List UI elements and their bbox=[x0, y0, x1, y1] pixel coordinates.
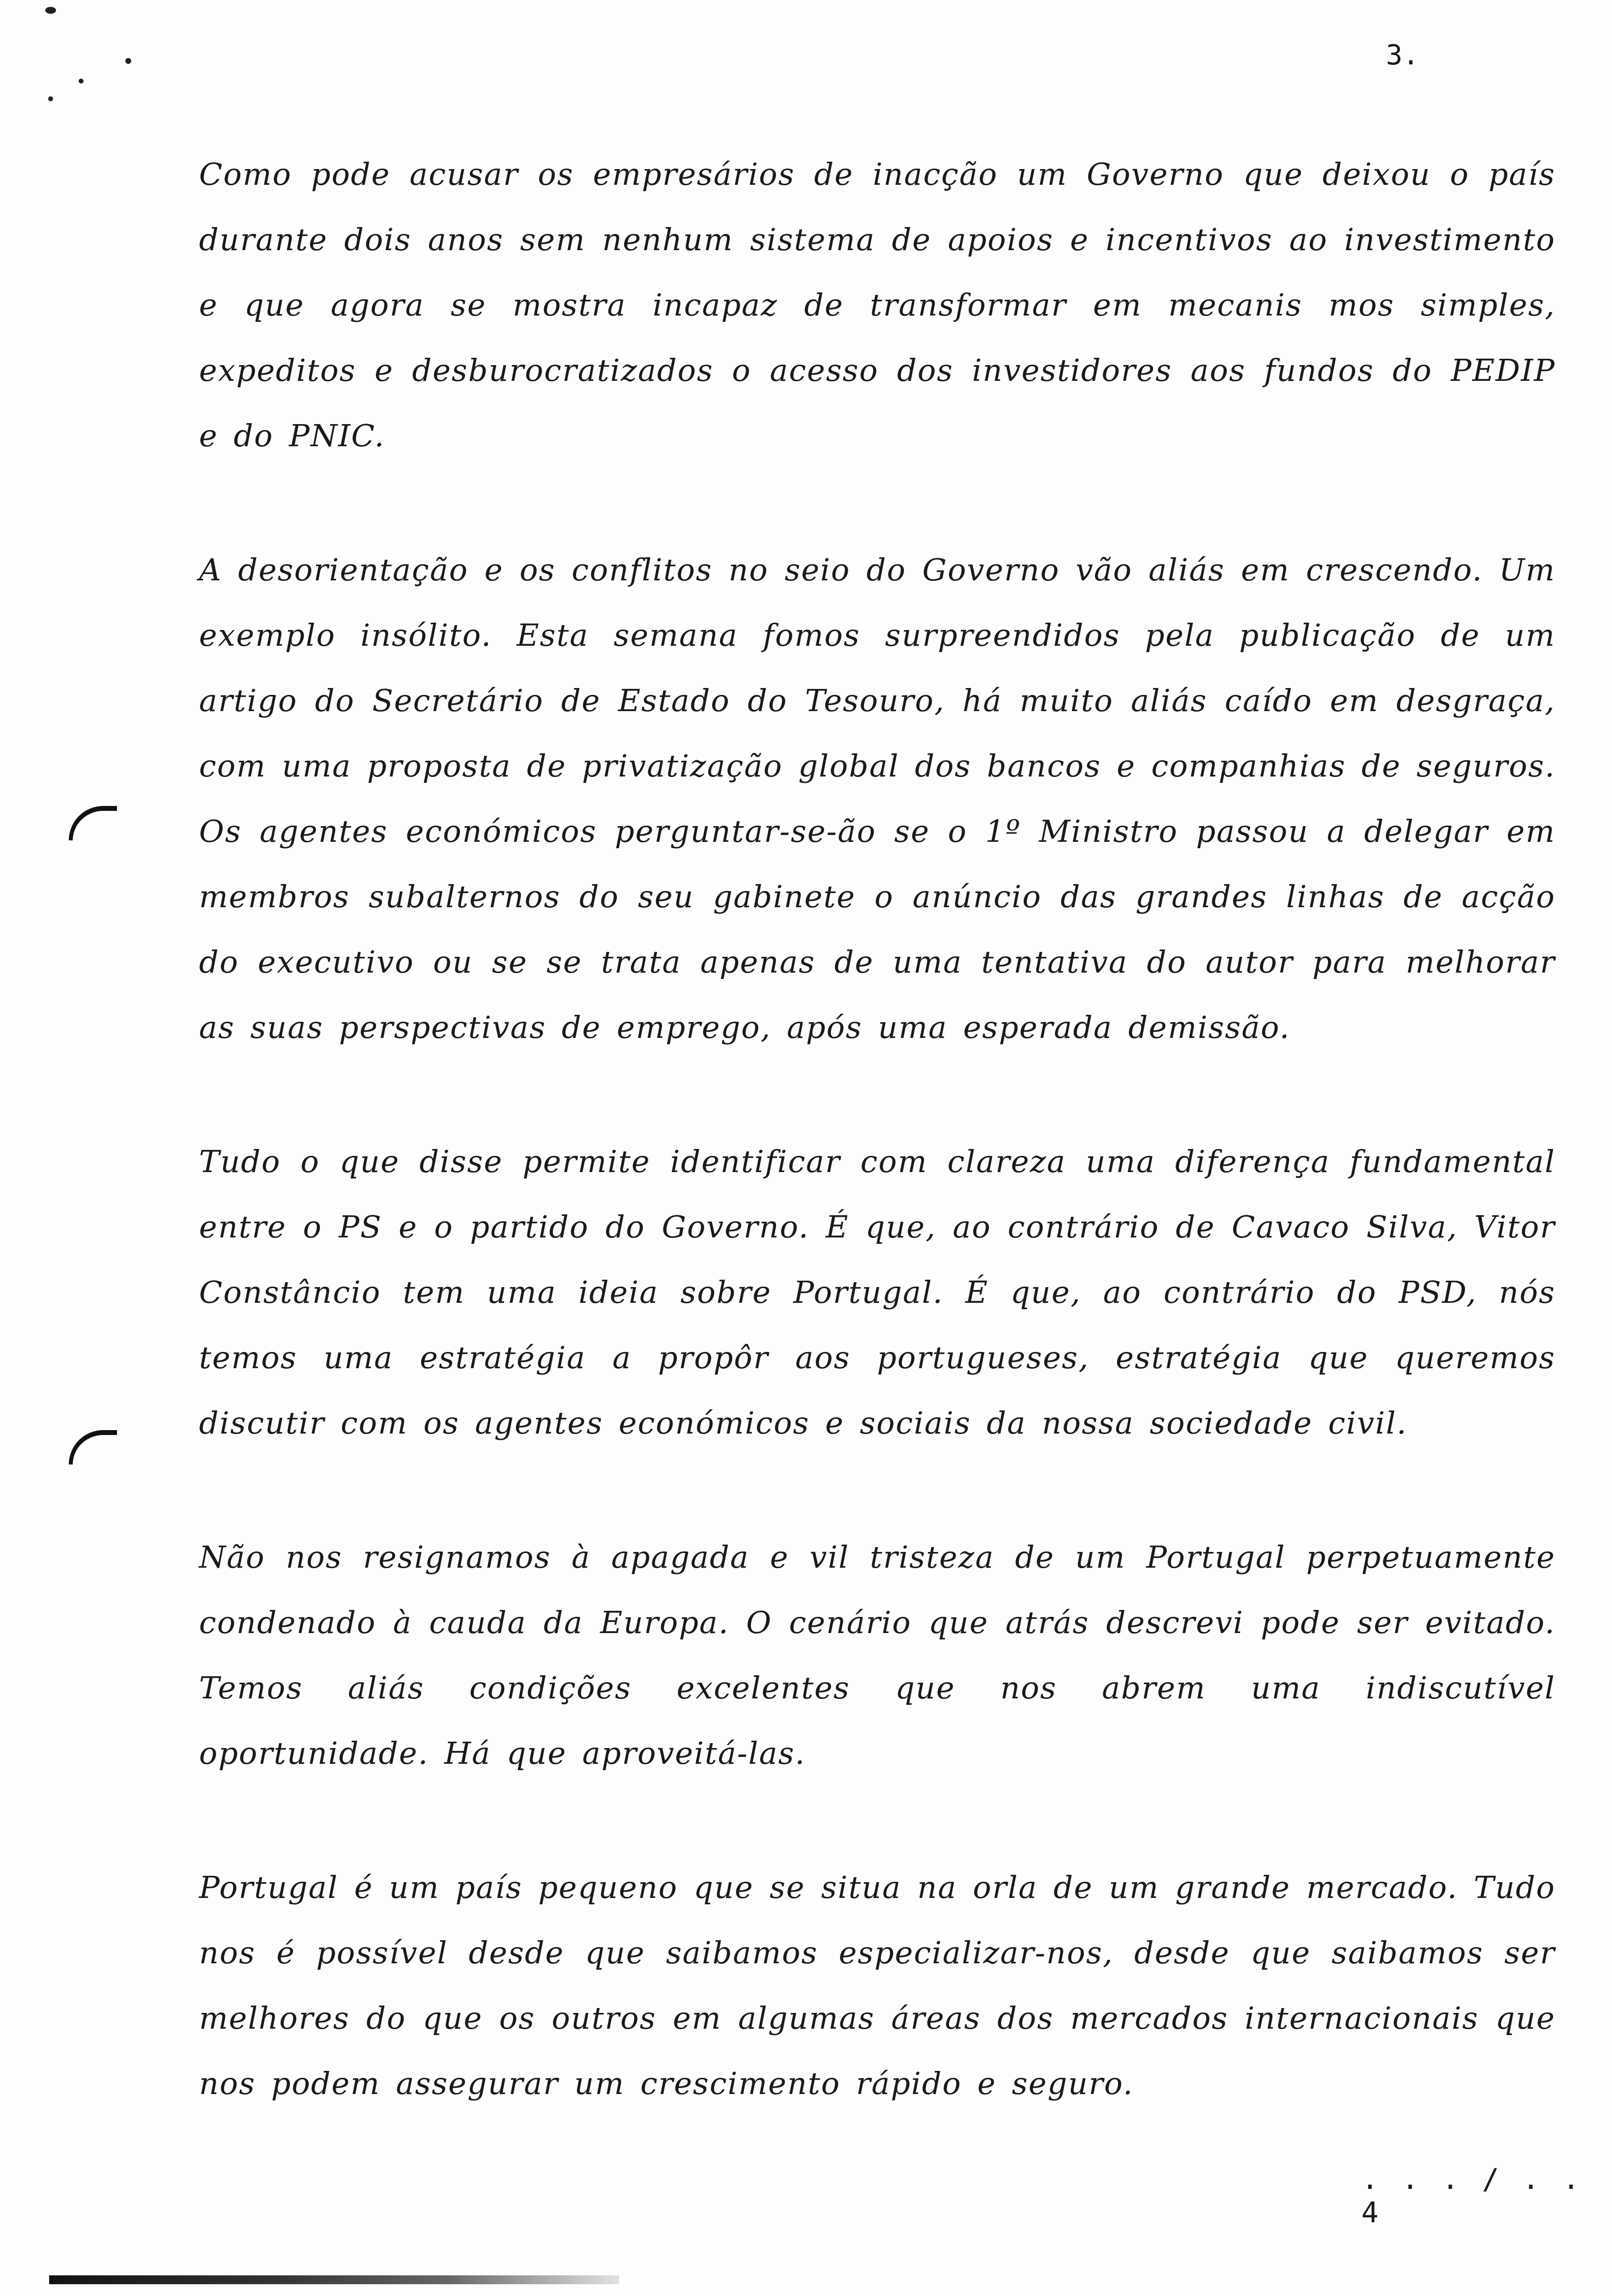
paragraph-2: A desorientação e os conflitos no seio do Governo vão aliás em crescendo. Um exemplo insólito. Esta semana fomos surpreendidos pela publicação de um artigo do Secretário de Estado do Tesouro, há muito aliás caído em desgraça, com uma proposta de privatização global dos bancos e companhias de seguros. Os agentes económicos perguntar-se-ão se o 1º Ministro passou a delegar em membros subalternos do seu gabinete o anúncio das grandes linhas de acção do executivo ou se se trata apenas de uma tentativa do autor para melhorar as suas perspectivas de emprego, após uma esperada demissão. bbox=[199, 552, 1555, 1045]
scan-speck bbox=[48, 96, 53, 101]
page-continuation-marker: . . . / . . 4 bbox=[1361, 2162, 1583, 2229]
paragraph-1: Como pode acusar os empresários de inacção um Governo que deixou o país durante dois anos sem nenhum sistema de apoios e incentivos ao investimento e que agora se mostra incapaz de transformar em mecanis mos simples, expeditos e desburocratizados o acesso dos investidores aos fundos do PEDIP e do PNIC. bbox=[199, 156, 1555, 454]
page-number: 3. bbox=[1386, 39, 1419, 71]
punch-hole-mark bbox=[69, 806, 117, 840]
punch-hole-mark bbox=[69, 1430, 117, 1464]
paragraph-3: Tudo o que disse permite identificar com clareza uma diferença fundamental entre o PS e o partido do Governo. É que, ao contrário de Cavaco Silva, Vitor Constâncio tem uma ideia sobre Portugal. É que, ao contrário do PSD, nós temos uma estratégia a propôr aos portugueses, estratégia que queremos discutir com os agentes económicos e sociais da nossa sociedade civil. bbox=[199, 1144, 1555, 1441]
document-body bbox=[199, 142, 1555, 2116]
scan-speck bbox=[45, 7, 56, 14]
scan-edge-artifact bbox=[49, 2275, 619, 2284]
scan-speck bbox=[79, 79, 84, 84]
scan-speck bbox=[125, 58, 131, 64]
paragraph-4: Não nos resignamos à apagada e vil tristeza de um Portugal perpetuamente condenado à cauda da Europa. O cenário que atrás descrevi pode ser evitado. Temos aliás condições excelentes que nos abrem uma indiscutível oportunidade. Há que aproveitá-las. bbox=[199, 1539, 1555, 1771]
paragraph-5: Portugal é um país pequeno que se situa na orla de um grande mercado. Tudo nos é possível desde que saibamos especializar-nos, desde que saibamos ser melhores do que os outros em algumas áreas dos mercados internacionais que nos podem assegurar um crescimento rápido e seguro. bbox=[199, 1869, 1555, 2101]
